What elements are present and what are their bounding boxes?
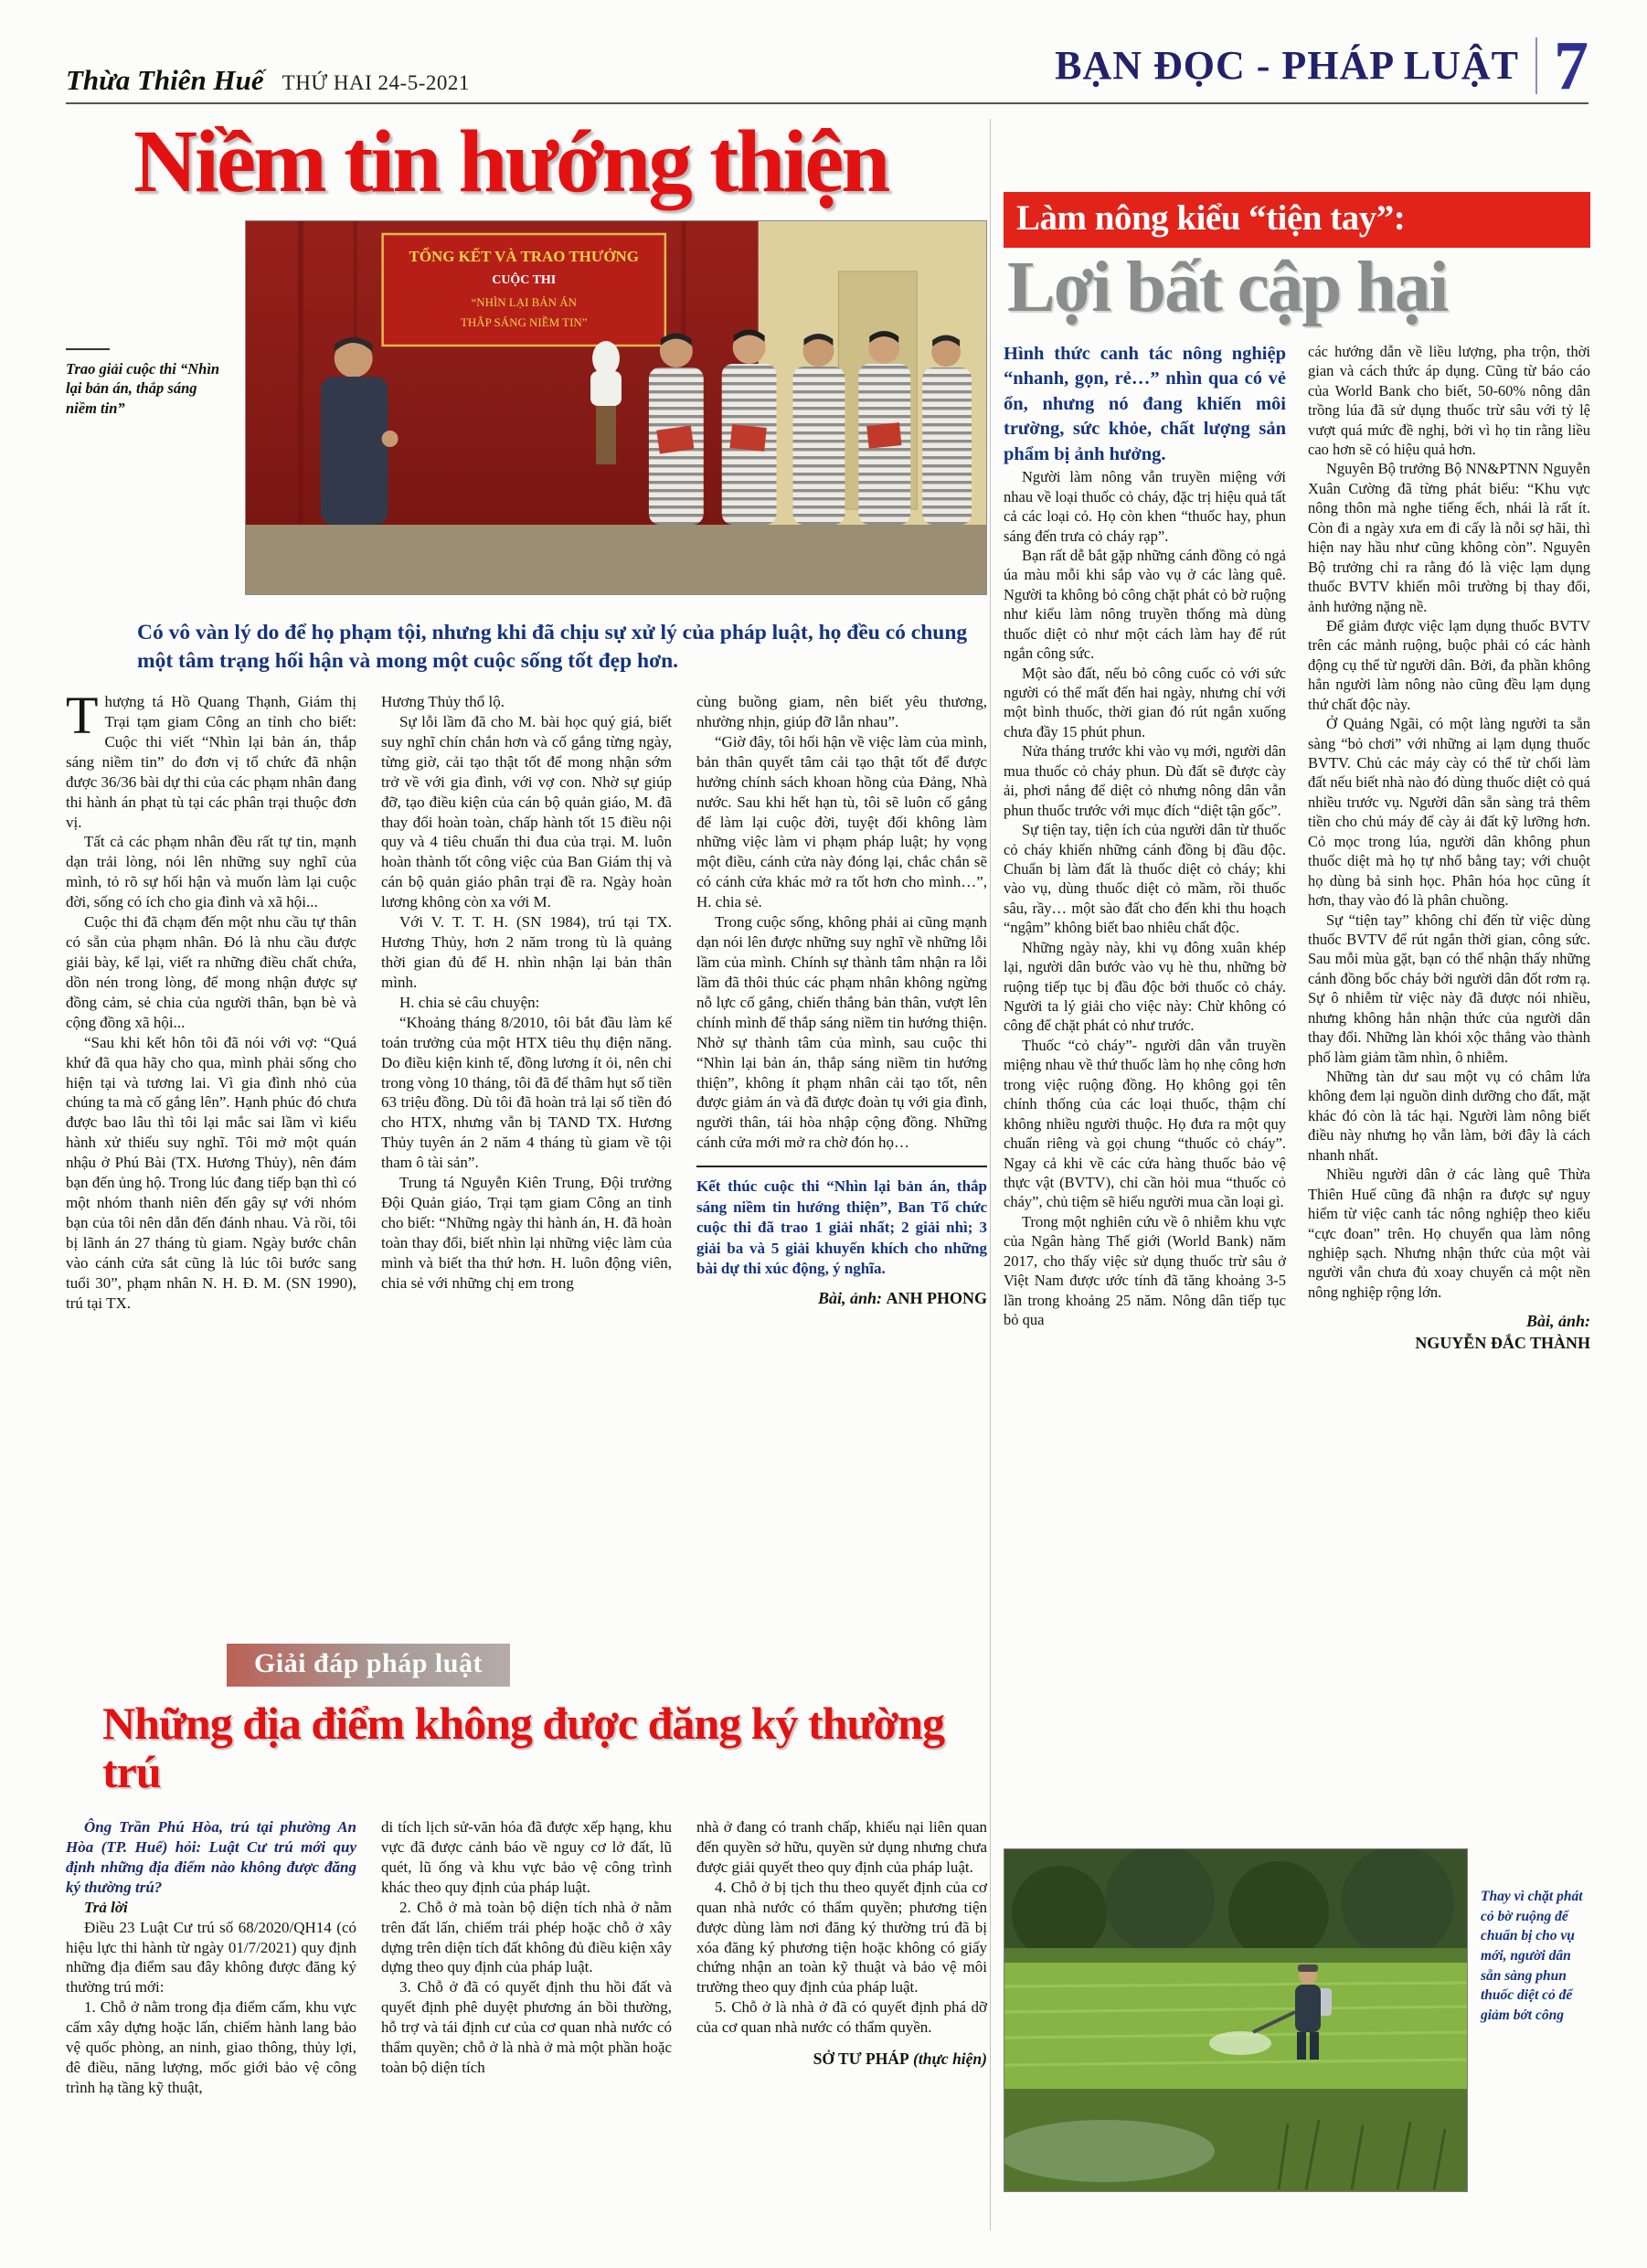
section-divider xyxy=(1535,37,1537,94)
ceremony-photo-illustration xyxy=(246,221,986,594)
right-column-2 xyxy=(1308,342,1590,1837)
legal-qa-section xyxy=(66,1644,987,2098)
water-patch xyxy=(1004,2120,1215,2182)
masthead xyxy=(66,64,470,97)
main-article-byline xyxy=(696,1288,987,1309)
column-divider-rule xyxy=(990,119,991,2231)
main-article xyxy=(66,112,987,1314)
spray-mist xyxy=(1209,2031,1271,2055)
legal-column-2 xyxy=(381,1817,672,2098)
right-article-byline xyxy=(1308,1311,1590,1354)
paragraph: Hương Thủy thổ lộ. xyxy=(381,693,505,711)
main-article-columns xyxy=(66,686,987,1314)
farmer-body xyxy=(1295,1985,1321,2032)
paragraph: 1. Chỗ ở nằm trong địa điểm cấm, khu vực cấm xây dựng hoặc lấn, chiếm hành lang bảo vệ quốc phòng, an ninh, giao thông, thủy lợi, đê điều, năng lượng, mốc giới bảo vệ công trình hạ tầng kỹ thuật, xyxy=(66,1998,356,2096)
paragraph: Những ngày này, khi vụ đông xuân khép lại, người dân bước vào vụ hè thu, những bờ ruộng tiếp tục bị đầu độc bởi thuốc cỏ cháy. Người ta lý giải cho việc này: Chừ không có công để chặt phát cỏ như trước. xyxy=(1004,938,1286,1035)
main-photo-caption: Trao giải cuộc thi “Nhìn lại bản án, thắp sáng niềm tin” xyxy=(66,360,220,417)
paragraph: Trung tá Nguyễn Kiên Trung, Đội trưởng Đội Quản giáo, Trại tạm giam Công an tỉnh cho biết: “Những ngày thi hành án, H. đã hoàn toàn thay đổi, biết nhìn lại những việc làm của mình và biết tha thứ hơn. H. luôn động viên, chia sẻ với những chị em trong xyxy=(381,1174,672,1292)
paragraph: nhà ở đang có tranh chấp, khiếu nại liên quan đến quyền sở hữu, quyền sử dụng nhưng chưa được giải quyết theo quy định của pháp luật. xyxy=(696,1818,987,1876)
issue-date: THỨ HAI 24-5-2021 xyxy=(282,71,470,94)
paragraph: Thượng tá Hồ Quang Thạnh, Giám thị Trại tạm giam Công an tỉnh cho biết: Cuộc thi viết “Nhìn lại bản án, thắp sáng niềm tin” do đơn vị tổ chức đã nhận được 36/36 bài dự thi của các phạm nhân đang thi hành án phạt tù tại các phân trại thuộc đơn vị. xyxy=(66,686,356,831)
page-number: 7 xyxy=(1554,27,1589,104)
paragraph: 5. Chỗ ở là nhà ở đã có quyết định phá dỡ của cơ quan nhà nước có thẩm quyền. xyxy=(696,1998,987,2037)
paragraph: Người làm nông vẫn truyền miệng với nhau về loại thuốc cỏ cháy, đặc trị hiệu quả tất cả các loại cỏ. Họ còn khen “thuốc hay, phun sáng đến trưa cỏ cháy rạp”. xyxy=(1004,468,1286,545)
paragraph: Với V. T. T. H. (SN 1984), trú tại TX. Hương Thủy, hơn 2 năm trong tù là quảng thời gian đủ để H. nhìn nhận lại bản thân mình. xyxy=(381,913,672,991)
paragraph: Bạn rất dễ bắt gặp những cánh đồng cỏ ngả úa màu mỗi khi sắp vào vụ ở các làng quê. Người ta không bỏ công chặt phát cỏ bờ ruộng như kiểu làm nông truyền thống mà dùng thuốc diệt cỏ như một cách làm hay để rút ngắn công sức. xyxy=(1004,546,1286,663)
paragraph: 2. Chỗ ở mà toàn bộ diện tích nhà ở nằm trên đất lấn, chiếm trái phép hoặc chỗ ở xây dựng trên diện tích đất không đủ điều kiện xây dựng theo quy định của pháp luật. xyxy=(381,1898,672,1976)
paragraph: “Khoảng tháng 8/2010, tôi bắt đầu làm kế toán trưởng của một HTX tiêu thụ điện năng. Do điều kiện kinh tế, đồng lương ít ỏi, nên chỉ trong vòng 10 tháng, tôi đã để thâm hụt số tiền 63 triệu đồng. Dù tôi đã hoàn trả lại số tiền đó cho HTX, nhưng vẫn bị TAND TX. Hương Thủy tuyên án 2 năm 4 tháng tù giam về tội tham ô tài sản”. xyxy=(381,1013,672,1172)
byline-label: Bài, ảnh: xyxy=(1525,1312,1590,1331)
paragraph: Sự “tiện tay” không chỉ đến từ việc dùng thuốc BVTV để rút ngắn thời gian, công sức. Sau mỗi mùa gặt, bạn có thể nhận thấy những cánh đồng bốc cháy bởi người dân đốt rơm rạ. Sự ô nhiễm từ việc này đã được nói nhiều, nhưng không hẳn nhận thức của người dân thay đổi. Những làn khói xộc thẳng vào thành phố làm giảm tầm nhìn, ô nhiễm. xyxy=(1308,910,1590,1066)
paragraph: 4. Chỗ ở bị tịch thu theo quyết định của cơ quan nhà nước có thẩm quyền; phương tiện được dùng làm nơi đăng ký thường trú đã bị xóa đăng ký phương tiện hoặc không có giấy chứng nhận an toàn kỹ thuật và bảo vệ môi trường theo quy định của pháp luật. xyxy=(696,1878,987,1996)
answer-label: Trả lời xyxy=(84,1898,128,1916)
legal-qa-byline xyxy=(696,2049,987,2070)
contest-result-box: Kết thúc cuộc thi “Nhìn lại bản án, thắp sáng niềm tin hướng thiện”, Ban Tổ chức cuộc thi đã trao 1 giải nhất; 2 giải nhì; 3 giải ba và 5 giải khuyến khích cho những bài dự thi xúc động, ý nghĩa. xyxy=(696,1166,987,1279)
legal-qa-title: Những địa điểm không được đăng ký thường trú xyxy=(102,1698,944,1797)
section-title: BẠN ĐỌC - PHÁP LUẬT xyxy=(1055,42,1519,88)
main-photo-caption-block xyxy=(66,220,245,595)
svg-text:“NHÌN LẠI BẢN ÁN: “NHÌN LẠI BẢN ÁN xyxy=(471,294,577,310)
legal-qa-columns xyxy=(66,1817,987,2098)
paragraph: Điều 23 Luật Cư trú số 68/2020/QH14 (có hiệu lực thi hành từ ngày 01/7/2021) quy định những địa điểm sau đây không được đăng ký thường trú mới: xyxy=(66,1918,356,1996)
paragraph: các hướng dẫn về liều lượng, pha trộn, thời gian và cách thức áp dụng. Cũng từ báo cáo của World Bank cho biết, 50-60% nông dân trồng lúa đã sử dụng thuốc trừ sâu với tỷ lệ vượt quá mức đề nghị, bởi vì họ tin rằng liều cao hơn sẽ có hiệu quả hơn. xyxy=(1308,342,1590,459)
main-photo-row xyxy=(66,220,987,595)
legal-column-1 xyxy=(66,1817,356,2098)
main-column-2 xyxy=(381,692,672,1314)
floor xyxy=(246,525,986,594)
legal-qa-label: Giải đáp pháp luật xyxy=(227,1644,510,1687)
right-article-columns xyxy=(1004,342,1590,1837)
paragraph: cùng buồng giam, nên biết yêu thương, nhường nhịn, giúp đỡ lẫn nhau”. xyxy=(696,693,987,730)
byline-label: Bài, ảnh: xyxy=(817,1289,882,1308)
field-spraying-photo xyxy=(1004,1848,1468,2192)
reader-question: Ông Trần Phú Hòa, trú tại phường An Hòa (TP. Huế) hỏi: Luật Cư trú mới quy định những địa điểm nào không được đăng ký thường trú? xyxy=(66,1818,356,1896)
paragraph: Cuộc thi đã chạm đến một nhu cầu tự thân có sẵn của phạm nhân. Đó là nhu cầu được giải bày, kể lại, viết ra những điều chất chứa, dồn nén trong lòng, để mong nhận được sự đồng cảm, sẻ chia của người thân, bạn bè và cộng đồng xã hội... xyxy=(66,913,356,1031)
page-header xyxy=(66,27,1589,104)
paragraph: H. chia sẻ câu chuyện: xyxy=(399,993,540,1011)
paragraph: Nhiều người dân ở các làng quê Thừa Thiên Huế cũng đã nhận ra được sự nguy hiểm từ việc canh tác nông nghiệp theo kiểu “cực đoan” trên. Họ chuyển qua làm nông nghiệp sạch. Nhưng nhận thức của một vài người vẫn chưa đủ xoay chuyển cả một nền nông nghiệp rộng lớn. xyxy=(1308,1166,1590,1301)
ceremony-photo xyxy=(245,220,987,595)
paragraph: Trong cuộc sống, không phải ai cũng mạnh dạn nói lên được những suy nghĩ về những lỗi lầm của mình. Chính sự thành tâm nhận ra lỗi lầm đã thôi thúc các phạm nhân không ngừng nỗ lực cố gắng, chiến thắng bản thân, vượt lên chính mình để thắp sáng niềm tin hướng thiện. Nhờ sự thành tâm của mình, sau cuộc thi “Nhìn lại bản án, thắp sáng niềm tin hướng thiện”, không ít phạm nhân cải tạo tốt, nên được giảm án và đã được đoàn tụ với gia đình, người thân, tái hòa nhập cộng đồng. Những cánh cửa mới mở ra chờ đón họ… xyxy=(696,913,987,1152)
stage-banner xyxy=(383,234,665,346)
byline-author: NGUYỄN ĐẮC THÀNH xyxy=(1415,1333,1590,1352)
paragraph: Sự lỗi lầm đã cho M. bài học quý giá, biết suy nghĩ chín chắn hơn và cố gắng từng ngày, từng giờ, cải tạo thật tốt để mong nhận sớm trở về với gia đình, với vợ con. Nhờ sự giúp đỡ, tạo điều kiện của cán bộ quản giáo, M. đã thay đổi hoàn toàn, chấp hành tốt 15 điều nội quy và 4 tiêu chuẩn thi đua của trại. M. luôn hoàn thành tốt công việc của Ban Giám thị và cán bộ quản giáo phân trại đề ra. Ngày hoàn lương không còn xa với M. xyxy=(381,712,672,911)
byline-suffix: (thực hiện) xyxy=(913,2050,987,2069)
byline-author: ANH PHONG xyxy=(886,1289,987,1308)
paragraph: Trong một nghiên cứu về ô nhiễm khu vực của Ngân hàng Thế giới (World Bank) năm 2017, cho thấy việc sử dụng thuốc trừ sâu ở Việt Nam được ước tính đã tăng khoảng 3-5 lần trong khoảng 25 năm. Nông dân tiếp tục bỏ qua xyxy=(1004,1212,1286,1328)
paragraph: Những tàn dư sau một vụ có châm lửa không đem lại nguồn dinh dưỡng cho đất, mặt khác đó còn là tác hại. Người làm nông biết điều này nhưng họ vẫn làm, bởi đây là cách nhanh nhất. xyxy=(1308,1068,1590,1164)
svg-text:TỔNG KẾT VÀ TRAO THƯỞNG: TỔNG KẾT VÀ TRAO THƯỞNG xyxy=(409,247,639,266)
farmer-hat xyxy=(1298,1965,1318,1972)
field-photo-caption: Thay vì chặt phát cỏ bờ ruộng để chuẩn bị cho vụ mới, người dân sẵn sàng phun thuốc diệt cỏ để giảm bớt công xyxy=(1481,1888,1583,2023)
svg-text:THẮP SÁNG NIỀM TIN”: THẮP SÁNG NIỀM TIN” xyxy=(460,314,588,330)
paragraph: “Sau khi kết hôn tôi đã nói với vợ: “Quá khứ đã qua hãy cho qua, mình phải sống cho hiện tại và tương lai. Vì gia đình nhỏ của chúng ta mà cố gắng lên”. Hạnh phúc đó chưa được bao lâu thì tôi lại mắc sai lầm vì kiểu hành xử thiếu suy nghĩ. Tôi mở một quán nhậu ở Phú Bài (TX. Hương Thủy), nên đám bạn đến ủng hộ. Trong lúc đang tiếp bạn thì có một nhóm thanh niên đến gây sự với nhóm bạn của tôi nên dẫn đến đánh nhau. Và rồi, tôi bị lãnh án 27 tháng tù giam. Ngày bước chân vào cánh cửa sắt cũng là lúc tôi bước sang tuổi 30”, phạm nhân N. H. Đ. M. (SN 1990), trú tại TX. xyxy=(66,1033,356,1312)
masthead-title: Thừa Thiên Huế xyxy=(66,64,264,96)
main-article-lead: Có vô vàn lý do để họ phạm tội, nhưng khi đã chịu sự xử lý của pháp luật, họ đều có chung một tâm trạng hối hận và mong một cuộc sống tốt đẹp hơn. xyxy=(137,621,968,674)
paragraph: Ở Quảng Ngãi, có một làng người ta sẵn sàng “bỏ chơi” với những ai lạm dụng thuốc BVTV. Chủ các máy cày có thể từ chối làm đất nếu biết nhà nào đó dùng thuốc diệt cỏ quá nhiều trước vụ. Người dân sẵn sàng trả thêm tiền cho chủ máy để cày ải đất kỹ lưỡng hơn. Cỏ mọc trong lúa, người dân không phun thuốc diệt mà họ tự nhổ bằng tay; với chuột họ dùng bả sinh học. Phân hóa học cũng ít hơn, thay vào đó là phân chuồng. xyxy=(1308,715,1590,910)
paragraph: Tất cả các phạm nhân đều rất tự tin, mạnh dạn trải lòng, nói lên những suy nghĩ của mình, tỏ rõ sự hối hận và muốn làm lại cuộc đời, sống có ích cho gia đình và xã hội... xyxy=(66,833,356,911)
right-article xyxy=(1004,192,1590,2192)
paragraph: Nguyên Bộ trưởng Bộ NN&PTNN Nguyễn Xuân Cường đã từng phát biểu: “Khu vực nông thôn mà nghe tiếng ếch, nhái là rất ít. Còn đi a ngày xưa em đi cấy là nỗi sợ hãi, thì hiện nay hầu như cũng không còn”. Nguyên Bộ trưởng chỉ ra rằng đó là việc lạm dụng thuốc BVTV khiến môi trường bị thay đổi, ảnh hưởng nặng nề. xyxy=(1308,460,1590,615)
paragraph: “Giờ đây, tôi hối hận về việc làm của mình, bản thân quyết tâm cải tạo thật tốt để được hưởng chính sách khoan hồng của Đảng, Nhà nước. Sau khi hết hạn tù, tôi sẽ luôn cố gắng để làm lại cuộc đời, tuyệt đối không làm những việc làm vi phạm pháp luật; hy vọng một điều, cánh cửa này đóng lại, chắc chắn sẽ có cánh cửa khác mở ra tốt hơn cho mình…”, H. chia sẻ. xyxy=(696,732,987,911)
right-article-kicker: Làm nông kiểu “tiện tay”: xyxy=(1004,192,1590,248)
legal-column-3 xyxy=(696,1817,987,2098)
right-article-lead: Hình thức canh tác nông nghiệp “nhanh, gọn, rẻ…” nhìn qua có vẻ ổn, nhưng nó đang khiến môi trường, sức khỏe, chất lượng sản phẩm bị ảnh hưởng. xyxy=(1004,343,1286,464)
paragraph: Một sào đất, nếu bỏ công cuốc cỏ với sức người có thể mất đến hai ngày, nhưng chỉ với một bình thuốc, thời gian đó rút ngắn xuống chưa đầy 15 phút phun. xyxy=(1004,664,1286,740)
field-photo-illustration xyxy=(1004,1849,1467,2191)
byline-author: SỞ TƯ PHÁP xyxy=(813,2050,909,2069)
main-column-1 xyxy=(66,686,356,1314)
main-column-3 xyxy=(696,692,987,1314)
field-photo-row xyxy=(1004,1848,1590,2192)
right-column-1 xyxy=(1004,342,1286,1837)
main-article-title: Niềm tin hướng thiện xyxy=(133,112,888,210)
svg-text:CUỘC THI: CUỘC THI xyxy=(492,272,557,288)
paragraph: di tích lịch sử-văn hóa đã được xếp hạng, khu vực đã được cảnh báo về nguy cơ lở đất, lũ quét, lũ ống và khu vực bảo vệ công trình khác theo quy định của pháp luật. xyxy=(381,1818,672,1896)
right-article-title: Lợi bất cập hại xyxy=(1007,247,1448,327)
paragraph: Thuốc “cỏ cháy”- người dân vẫn truyền miệng nhau về thứ thuốc làm họ nhẹ công hơn trong việc ruộng đồng. Họ không gọi tên chính thống của các loại thuốc, thậm chí không nhiều người thuộc. Họ đưa ra một quy chuẩn riêng và gọi chung “thuốc cỏ cháy”. Ngay cả khi về các cửa hàng thuốc bảo vệ thực vật (BVTV), chỉ cần hỏi mua “thuốc cỏ cháy”, chủ tiệm sẽ hiểu người mua cần loại gì. xyxy=(1004,1036,1286,1211)
paragraph: Sự tiện tay, tiện ích của người dân từ thuốc cỏ cháy khiến những cánh đồng bị đầu độc. Chuẩn bị làm đất là thuốc diệt cỏ cháy; khi vào vụ, dùng thuốc diệt cỏ mầm, rồi thuốc sâu, rầy… một sào đất cho đến khi thu hoạch “ngậm” không biết bao nhiêu chất độc. xyxy=(1004,821,1286,937)
paragraph: Để giảm được việc lạm dụng thuốc BVTV trên các mảnh ruộng, buộc phải có các hành động cụ thể từ người dân. Bởi, đa phần không hẳn người làm nông nào cũng đều lạm dụng thứ chất độc này. xyxy=(1308,616,1590,713)
section-header xyxy=(1055,27,1589,104)
caption-rule xyxy=(66,348,110,350)
paragraph: Nửa tháng trước khi vào vụ mới, người dân mua thuốc cỏ cháy phun. Dù đất sẽ được cày ải, phơi nắng để diệt cỏ nhưng nông dân vẫn phun thuốc trước với mục đích “diệt tận gốc”. xyxy=(1004,742,1286,819)
paragraph: 3. Chỗ ở đã có quyết định thu hồi đất và quyết định phê duyệt phương án bồi thường, hỗ trợ và tái định cư của cơ quan nhà nước có thẩm quyền; chỗ ở là nhà ở mà một phần hoặc toàn bộ diện tích xyxy=(381,1978,672,2077)
